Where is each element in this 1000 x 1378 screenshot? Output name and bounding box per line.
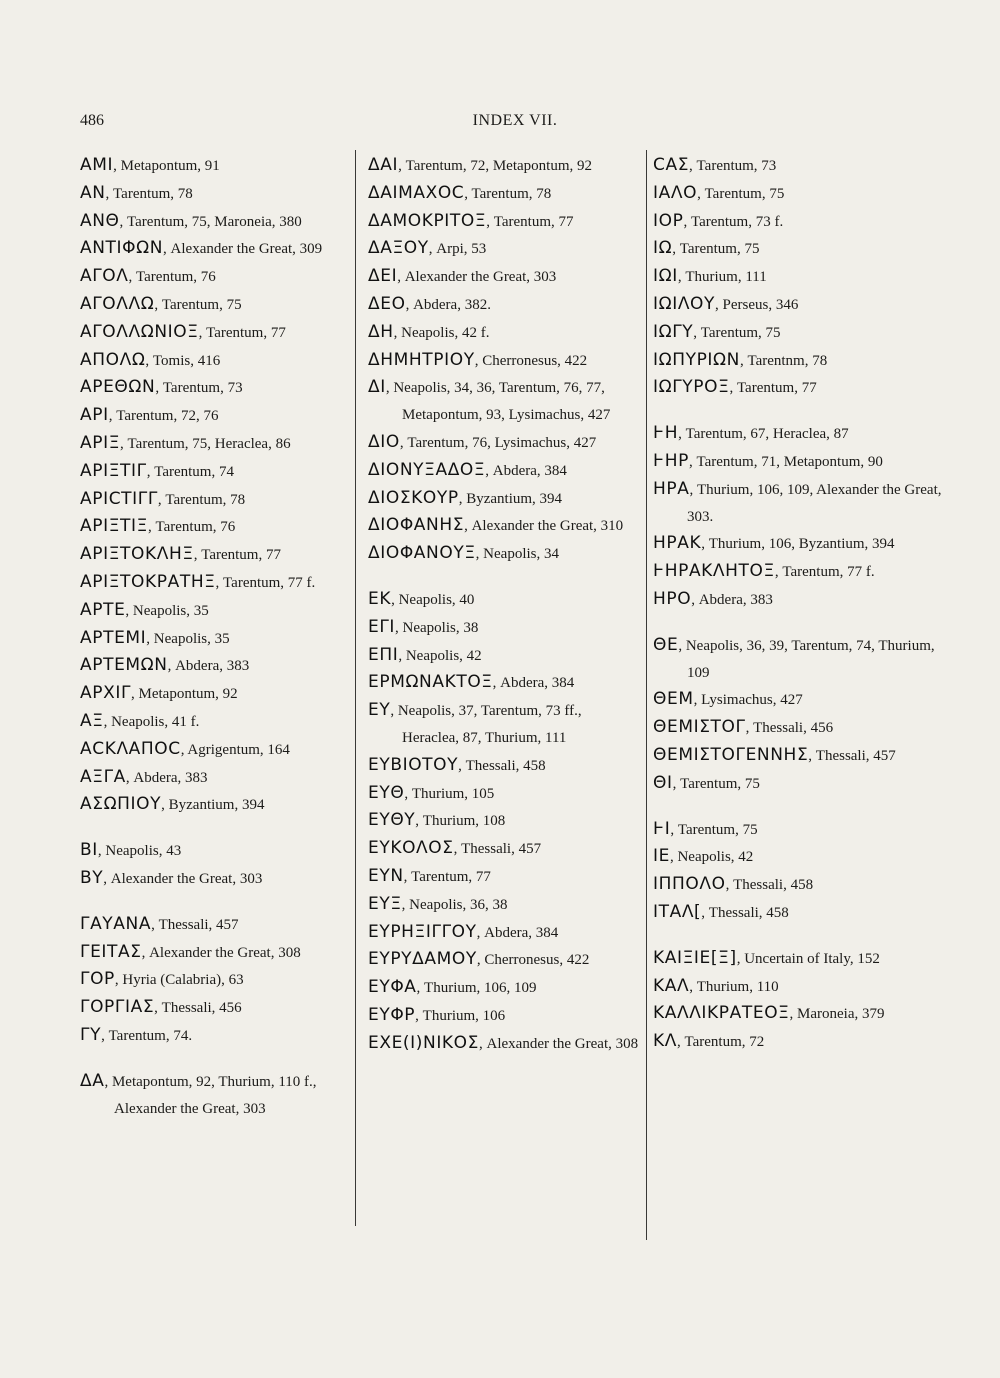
index-entry xyxy=(653,235,945,263)
index-entry xyxy=(80,597,350,625)
entry-references: , Tarentum, 77 xyxy=(486,213,574,230)
entry-references: , Tarentum, 75, Heraclea, 86 xyxy=(120,435,291,452)
index-column-3 xyxy=(653,152,945,1056)
entry-references: , Tarentum, 72 xyxy=(676,1034,765,1051)
legend-head: ΔΕΟ xyxy=(368,293,406,314)
index-entry xyxy=(653,208,945,236)
legend-head: ΑΣΩΠΙΟΥ xyxy=(80,794,162,815)
index-entry xyxy=(80,911,350,939)
entry-references: , Thessali, 458 xyxy=(725,877,814,894)
legend-head: ΕΥΝ xyxy=(368,865,404,886)
legend-head: ΕΧΕ(Ι)ΝΙΚΟΣ xyxy=(368,1032,480,1053)
entry-references: , Tarentum, 75 xyxy=(672,241,760,258)
index-entry xyxy=(368,485,640,513)
legend-head: ΑΡΙΞΤΙΓ xyxy=(80,460,147,481)
legend-head: ΔΑ xyxy=(80,1070,105,1091)
index-column-1 xyxy=(80,152,350,1122)
entry-references: , Thessali, 456 xyxy=(154,1000,242,1017)
entry-references: , Neapolis, 42 xyxy=(398,647,482,664)
legend-head: ΗΡΑΚ xyxy=(653,533,702,554)
legend-head: ΓΑΥΑΝΑ xyxy=(80,913,152,934)
entry-references: , Tarentum, 76, Lysimachus, 427 xyxy=(399,434,597,451)
entry-references: , Abdera, 384 xyxy=(485,462,567,479)
entry-references: , Tarentum, 72, 76 xyxy=(108,408,219,425)
legend-head: ΕΥΞ xyxy=(368,893,402,914)
index-entry xyxy=(653,374,945,402)
entry-references: , Arpi, 53 xyxy=(428,241,487,258)
index-entry xyxy=(368,180,640,208)
entry-references: , Tarentum, 75 xyxy=(672,775,760,792)
legend-head: ΓΕΙΤΑΣ xyxy=(80,941,142,962)
legend-head: ΙΑΛΟ xyxy=(653,182,698,203)
index-column-2 xyxy=(368,152,640,1058)
index-entry xyxy=(80,1068,350,1123)
index-entry xyxy=(653,816,945,844)
entry-references: , Byzantium, 394 xyxy=(161,797,265,814)
index-entry xyxy=(80,458,350,486)
legend-head: ΑΡΙCΤΙΓΓ xyxy=(80,488,158,509)
entry-references: , Tarentum, 76 xyxy=(128,269,216,286)
index-entry xyxy=(368,1002,640,1030)
index-entry xyxy=(80,939,350,967)
legend-head: ΑΠΟΛΩ xyxy=(80,349,146,370)
legend-head: ΔΗΜΗΤΡΙΟΥ xyxy=(368,349,475,370)
legend-head: ΕΥΦΑ xyxy=(368,977,417,998)
legend-head: ΒΥ xyxy=(80,867,104,888)
entry-references: , Alexander the Great, 310 xyxy=(464,518,624,535)
entry-references: , Cherronesus, 422 xyxy=(474,352,588,369)
index-entry xyxy=(368,974,640,1002)
index-entry xyxy=(368,669,640,697)
legend-head: ΑΓΟΛ xyxy=(80,266,129,287)
entry-references: , Tarentum, 73 xyxy=(689,158,777,174)
entry-references: , Thessali, 457 xyxy=(151,916,239,933)
legend-head: ΓΟΡΓΙΑΣ xyxy=(80,997,155,1018)
legend-head: ΔΗ xyxy=(368,321,394,342)
entry-references: , Tarentum, 75 xyxy=(154,296,242,313)
legend-head: ΑΡΙΞ xyxy=(80,432,121,453)
legend-head: ΚΑΛ xyxy=(653,975,690,996)
index-entry xyxy=(653,714,945,742)
legend-head: ΕΚ xyxy=(368,588,392,609)
legend-head: ΕΥΡΗΞΙΓΓΟΥ xyxy=(368,921,477,942)
section-gap xyxy=(653,614,945,632)
index-entry xyxy=(368,1030,640,1058)
index-entry xyxy=(368,946,640,974)
index-entry xyxy=(368,429,640,457)
legend-head: ΑΡΤΕΜΙ xyxy=(80,627,147,648)
index-entry xyxy=(80,680,350,708)
index-entry xyxy=(368,863,640,891)
entry-references: , Abdera, 382. xyxy=(405,296,491,313)
index-entry xyxy=(80,736,350,764)
entry-references: , Alexander the Great, 303 xyxy=(103,870,263,887)
legend-head: ΓΥ xyxy=(80,1024,102,1045)
legend-head: ΗΡΟ xyxy=(653,588,692,609)
entry-references: , Abdera, 383 xyxy=(691,591,773,608)
index-entry xyxy=(80,291,350,319)
index-entry xyxy=(80,966,350,994)
page-number: 486 xyxy=(80,112,104,129)
index-entry xyxy=(653,632,945,687)
index-entry xyxy=(80,347,350,375)
legend-head: ΕΥΘ xyxy=(368,782,405,803)
legend-head: ΔΙΟΦΑΝΟΥΞ xyxy=(368,543,476,564)
entry-references: , Tarentum, 78 xyxy=(105,185,193,202)
index-entry xyxy=(80,235,350,263)
entry-references: , Tarentum, 77 xyxy=(729,380,817,397)
legend-head: ΔΙΟΝΥΞΑΔΟΞ xyxy=(368,459,486,480)
legend-head: ΘΕΜΙΣΤΟΓ xyxy=(653,717,746,738)
entry-references: , Neapolis, 35 xyxy=(146,630,230,647)
index-entry xyxy=(368,752,640,780)
index-entry xyxy=(80,865,350,893)
running-title: INDEX VII. xyxy=(472,112,558,129)
index-entry xyxy=(653,558,945,586)
legend-head: ΙΩΓΥ xyxy=(653,321,694,342)
index-entry xyxy=(80,513,350,541)
entry-references: , Neapolis, 37, Tarentum, 73 ff., Heraclea, 87, Thurium, 111 xyxy=(390,703,582,746)
entry-references: , Neapolis, 40 xyxy=(391,591,475,608)
legend-head: ͰΗΡ xyxy=(653,450,689,471)
index-entry xyxy=(80,625,350,653)
legend-head: ΙΩΠΥΡΙΩΝ xyxy=(653,349,740,370)
entry-references: , Byzantium, 394 xyxy=(458,490,563,507)
legend-head: ΑΝΘ xyxy=(80,210,120,231)
entry-references: , Uncertain of Italy, 152 xyxy=(736,950,880,967)
entry-references: , Thurium, 111 xyxy=(677,269,767,286)
legend-head: ΚΑΛΛΙΚΡΑΤΕΟΞ xyxy=(653,1003,790,1024)
column-divider xyxy=(646,150,647,1240)
legend-head: ΑΞΓΑ xyxy=(80,766,126,787)
index-entry xyxy=(80,180,350,208)
index-entry xyxy=(80,263,350,291)
section-gap xyxy=(653,402,945,420)
legend-head: ΗΡΑ xyxy=(653,478,690,499)
index-entry xyxy=(368,152,640,180)
index-entry xyxy=(653,973,945,1001)
section-gap xyxy=(653,798,945,816)
index-entry xyxy=(80,402,350,430)
entry-references: , Tarentum, 77 xyxy=(198,324,286,341)
index-entry xyxy=(368,891,640,919)
legend-head: ΕΥΚΟΛΟΣ xyxy=(368,838,454,859)
legend-head: ΘΕ xyxy=(653,634,679,655)
entry-references: , Thessali, 458 xyxy=(458,757,546,774)
entry-references: , Thurium, 106, Byzantium, 394 xyxy=(701,536,895,553)
entry-references: , Tarentum, 75 xyxy=(670,821,758,838)
legend-head: ΘΙ xyxy=(653,772,673,793)
legend-head: ΑΝΤΙΦΩΝ xyxy=(80,238,164,259)
index-entry xyxy=(368,614,640,642)
index-entry xyxy=(368,540,640,568)
index-entry xyxy=(368,347,640,375)
index-entry xyxy=(368,374,640,429)
entry-references: , Neapolis, 35 xyxy=(125,602,209,619)
entry-references: , Tarentum, 74 xyxy=(146,463,234,480)
legend-head: ΑΜΙ xyxy=(80,155,114,175)
entry-references: , Thessali, 458 xyxy=(701,904,789,921)
legend-head: ΑΡΙΞΤΟΚΡΑΤΗΞ xyxy=(80,571,216,592)
index-entry xyxy=(653,420,945,448)
index-entry xyxy=(653,586,945,614)
index-entry xyxy=(653,291,945,319)
entry-references: , Alexander the Great, 309 xyxy=(163,241,323,258)
legend-head: ΙΟΡ xyxy=(653,210,684,231)
legend-head: ΑΡΙΞΤΟΚΛΗΞ xyxy=(80,544,194,565)
index-entry xyxy=(653,152,945,180)
legend-head: ΑΡΤΕ xyxy=(80,599,126,620)
entry-references: , Thurium, 106 xyxy=(415,1007,506,1024)
index-entry xyxy=(80,486,350,514)
entry-references: , Thurium, 106, 109 xyxy=(416,980,537,997)
index-entry xyxy=(80,764,350,792)
section-gap xyxy=(368,568,640,586)
legend-head: ΙΠΠΟΛΟ xyxy=(653,874,726,895)
entry-references: , Neapolis, 34, 36, Tarentum, 76, 77, Metapontum, 93, Lysimachus, 427 xyxy=(385,380,611,424)
entry-references: , Tarentum, 75 xyxy=(693,324,781,341)
index-entry xyxy=(368,512,640,540)
index-entry xyxy=(80,319,350,347)
index-entry xyxy=(368,780,640,808)
index-entry xyxy=(368,263,640,291)
entry-references: , Thurium, 105 xyxy=(404,785,495,802)
index-entry xyxy=(653,770,945,798)
index-entry xyxy=(80,791,350,819)
entry-references: , Abdera, 384 xyxy=(492,675,575,692)
index-entry xyxy=(653,263,945,291)
entry-references: , Neapolis, 34 xyxy=(475,546,559,563)
legend-head: ΙΩ xyxy=(653,238,673,259)
legend-head: ΑΡΕΘΩΝ xyxy=(80,377,156,398)
index-entry xyxy=(653,1028,945,1056)
legend-head: ΔΑΙ xyxy=(368,155,399,175)
entry-references: , Alexander the Great, 308 xyxy=(479,1035,639,1052)
entry-references: , Neapolis, 43 xyxy=(97,843,182,860)
index-entry xyxy=(368,697,640,752)
legend-head: ͰΗΡΑΚΛΗΤΟΞ xyxy=(653,561,775,582)
section-gap xyxy=(80,893,350,911)
section-gap xyxy=(80,1050,350,1068)
legend-head: ΔΑΜΟΚΡΙΤΟΞ xyxy=(368,210,487,231)
legend-head: ΕΥΡΥΔΑΜΟΥ xyxy=(368,949,477,970)
entry-references: , Tarentum, 73 xyxy=(155,380,243,397)
index-entry xyxy=(653,871,945,899)
index-entry xyxy=(368,319,640,347)
index-entry xyxy=(80,1022,350,1050)
legend-head: ΘΕΜ xyxy=(653,689,694,710)
entry-references: , Abdera, 383 xyxy=(125,769,208,786)
index-entry xyxy=(653,686,945,714)
index-entry xyxy=(368,208,640,236)
entry-references: , Tarentnm, 78 xyxy=(739,352,828,369)
entry-references: , Tarentum, 78 xyxy=(464,185,552,202)
legend-head: ΑΡΤΕΜΩΝ xyxy=(80,655,168,676)
entry-references: , Alexander the Great, 303 xyxy=(397,269,557,286)
page-header xyxy=(80,112,950,136)
entry-references: , Tarentum, 74. xyxy=(101,1027,193,1044)
entry-references: , Tarentum, 72, Metapontum, 92 xyxy=(398,158,592,174)
index-entry xyxy=(368,457,640,485)
entry-references: , Metapontum, 92, Thurium, 110 f., Alexander the Great, 303 xyxy=(104,1073,317,1117)
entry-references: , Cherronesus, 422 xyxy=(476,952,590,969)
legend-head: ͰΙ xyxy=(653,818,671,839)
entry-references: , Tarentum, 75, Maroneia, 380 xyxy=(119,213,302,230)
index-entry xyxy=(653,319,945,347)
entry-references: , Tarentum, 76 xyxy=(147,519,236,536)
legend-head: ΕΥΦΡ xyxy=(368,1004,416,1025)
legend-head: ΔΑΙΜΑΧΟC xyxy=(368,182,465,203)
legend-head: ΙΩΙ xyxy=(653,266,678,287)
entry-references: , Perseus, 346 xyxy=(715,296,799,313)
entry-references: , Neapolis, 36, 39, Tarentum, 74, Thurium, 109 xyxy=(678,637,935,681)
index-entry xyxy=(368,835,640,863)
legend-head: ΑCΚΛΑΠΟC xyxy=(80,738,181,759)
legend-head: ΕΠΙ xyxy=(368,644,399,665)
legend-head: ΔΙΟΦΑΝΗΣ xyxy=(368,515,465,536)
entry-references: , Thurium, 110 xyxy=(689,978,779,995)
entry-references: , Abdera, 384 xyxy=(476,924,559,941)
index-entry xyxy=(368,642,640,670)
entry-references: , Thurium, 108 xyxy=(415,813,506,830)
legend-head: ΙΕ xyxy=(653,846,670,867)
legend-head: ΑΝ xyxy=(80,182,106,203)
index-entry xyxy=(368,291,640,319)
index-entry xyxy=(653,899,945,927)
index-entry xyxy=(80,208,350,236)
entry-references: , Thessali, 456 xyxy=(745,720,834,737)
legend-head: ΙΩΓΥΡΟΞ xyxy=(653,377,730,398)
legend-head: ΑΡΙ xyxy=(80,405,109,426)
entry-references: , Tarentum, 78 xyxy=(157,491,246,508)
legend-head: ΕΡΜΩΝΑΚΤΟΞ xyxy=(368,672,493,693)
legend-head: ΒΙ xyxy=(80,840,98,861)
index-entry xyxy=(80,994,350,1022)
section-gap xyxy=(80,819,350,837)
legend-head: ΘΕΜΙΣΤΟΓΕΝΝΗΣ xyxy=(653,744,809,765)
entry-references: , Neapolis, 36, 38 xyxy=(401,896,508,913)
entry-references: , Thessali, 457 xyxy=(453,841,542,858)
index-entry xyxy=(368,235,640,263)
index-entry xyxy=(80,152,350,180)
entry-references: , Metapontum, 92 xyxy=(131,686,238,703)
entry-references: , Tarentum, 75 xyxy=(697,185,785,202)
section-gap xyxy=(653,927,945,945)
entry-references: , Hyria (Calabria), 63 xyxy=(114,972,244,989)
entry-references: , Thessali, 457 xyxy=(808,747,896,764)
legend-head: ͰΗ xyxy=(653,423,679,444)
entry-references: , Neapolis, 38 xyxy=(395,619,479,636)
legend-head: ΔΕΙ xyxy=(368,266,398,287)
legend-head: ΑΓΟΛΛΩΝΙΟΞ xyxy=(80,321,199,342)
legend-head: ΑΡΧΙΓ xyxy=(80,683,132,704)
entry-references: , Tarentum, 71, Metapontum, 90 xyxy=(688,453,883,470)
entry-references: , Tarentum, 77 f. xyxy=(215,574,316,591)
entry-references: , Metapontum, 91 xyxy=(113,158,220,174)
legend-head: ΑΓΟΛΛΩ xyxy=(80,293,155,314)
entry-references: , Thurium, 106, 109, Alexander the Great, 303. xyxy=(687,481,942,525)
legend-head: ΕΥΘΥ xyxy=(368,810,416,831)
entry-references: , Agrigentum, 164 xyxy=(180,741,290,758)
entry-references: , Tomis, 416 xyxy=(145,352,221,369)
legend-head: ΔΙΟ xyxy=(368,431,400,452)
index-entry xyxy=(653,180,945,208)
index-entry xyxy=(368,919,640,947)
index-entry xyxy=(368,807,640,835)
entry-references: , Tarentum, 77 xyxy=(403,868,491,885)
legend-head: ΔΙ xyxy=(368,377,386,398)
index-entry xyxy=(368,586,640,614)
index-entry xyxy=(653,742,945,770)
legend-head: ΚΑΙΞΙΕ[Ξ] xyxy=(653,947,737,968)
index-entry xyxy=(653,448,945,476)
index-entry xyxy=(653,347,945,375)
legend-head: ΓΟΡ xyxy=(80,969,115,990)
index-entry xyxy=(80,430,350,458)
index-entry xyxy=(80,708,350,736)
index-entry xyxy=(80,541,350,569)
entry-references: , Neapolis, 42 f. xyxy=(393,324,490,341)
legend-head: ΚΛ xyxy=(653,1031,677,1052)
entry-references: , Alexander the Great, 308 xyxy=(141,944,301,961)
index-entry xyxy=(80,837,350,865)
legend-head: ΙΩΙΛΟΥ xyxy=(653,293,716,314)
column-divider xyxy=(355,150,356,1226)
legend-head: ΑΡΙΞΤΙΞ xyxy=(80,516,148,537)
index-entry xyxy=(653,530,945,558)
legend-head: ΑΞ xyxy=(80,710,104,731)
entry-references: , Tarentum, 77 f. xyxy=(774,564,875,581)
legend-head: ΕΥΒΙΟΤΟΥ xyxy=(368,754,459,775)
entry-references: , Neapolis, 41 f. xyxy=(103,713,200,730)
index-entry xyxy=(80,569,350,597)
legend-head: ΕΥ xyxy=(368,700,391,721)
legend-head: ΔΑΞΟΥ xyxy=(368,238,429,259)
entry-references: , Tarentum, 73 f. xyxy=(683,213,784,230)
legend-head: CΑΣ xyxy=(653,155,690,175)
legend-head: ΕΓΙ xyxy=(368,616,396,637)
legend-head: ΔΙΟΣΚΟΥΡ xyxy=(368,487,459,508)
index-entry xyxy=(653,1000,945,1028)
entry-references: , Tarentum, 67, Heraclea, 87 xyxy=(678,426,849,443)
index-entry xyxy=(653,843,945,871)
index-entry xyxy=(80,652,350,680)
index-entry xyxy=(80,374,350,402)
index-entry xyxy=(653,945,945,973)
entry-references: , Abdera, 383 xyxy=(167,658,250,675)
entry-references: , Maroneia, 379 xyxy=(789,1006,885,1023)
entry-references: , Neapolis, 42 xyxy=(669,849,754,866)
entry-references: , Lysimachus, 427 xyxy=(693,692,803,709)
legend-head: ΙΤΑΛ[ xyxy=(653,901,702,922)
entry-references: , Tarentum, 77 xyxy=(193,547,281,564)
index-entry xyxy=(653,476,945,531)
